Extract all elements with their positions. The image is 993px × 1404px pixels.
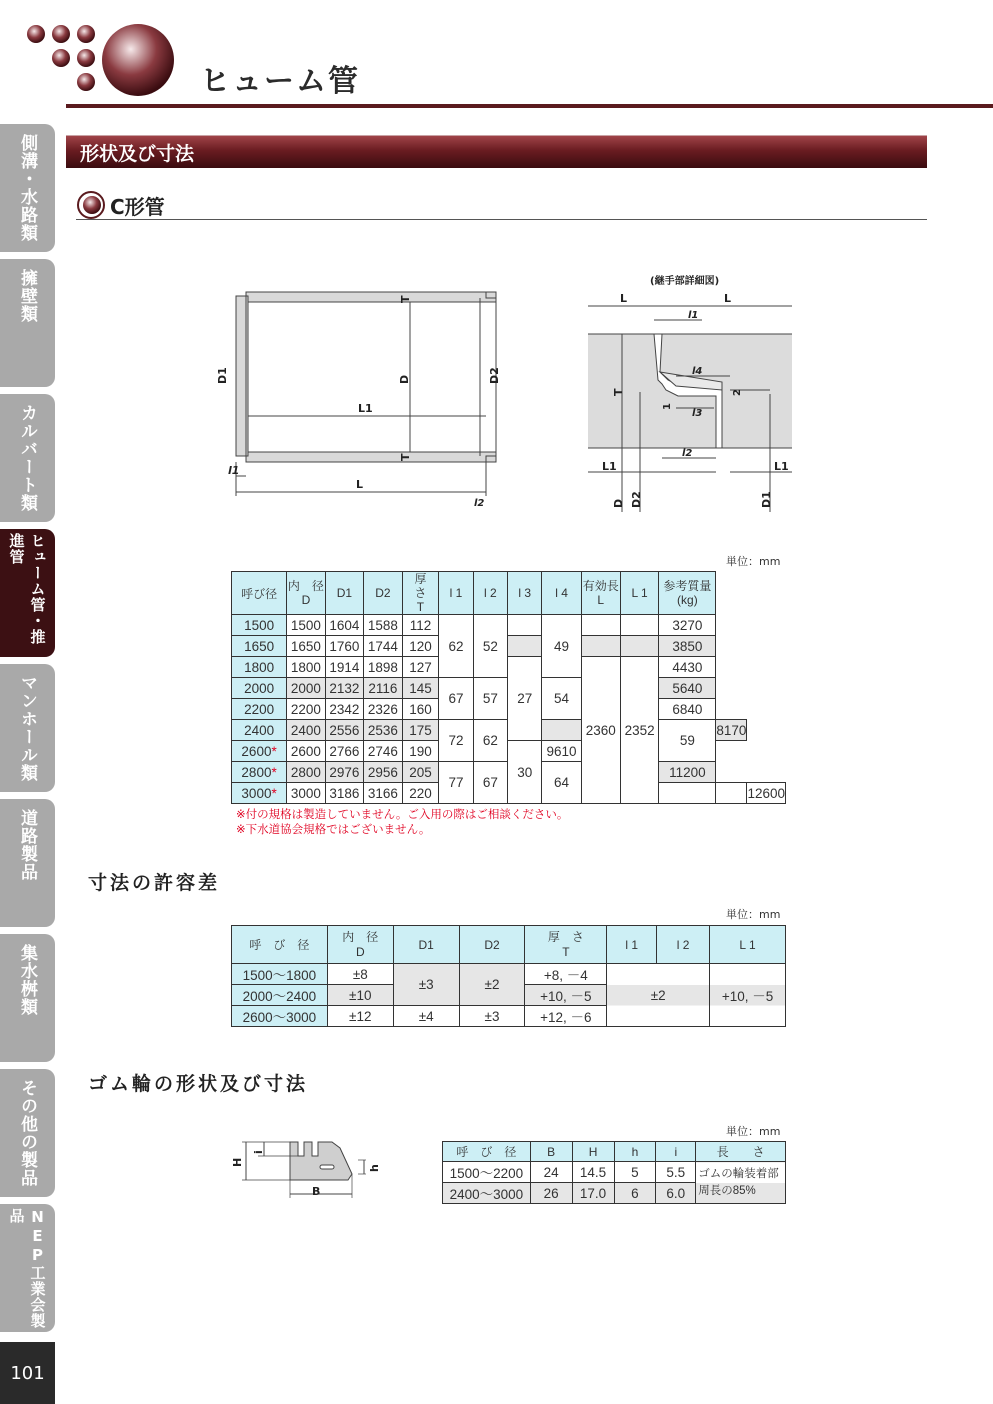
rubber-unit: 単位：mm bbox=[726, 1125, 781, 1138]
label-d: D bbox=[398, 374, 411, 384]
cell-h-big: 14.5 bbox=[572, 1162, 614, 1183]
label-i: i bbox=[252, 1150, 265, 1154]
header-d1: D1 bbox=[393, 926, 459, 964]
cell-t: 220 bbox=[402, 783, 439, 804]
table-row bbox=[232, 657, 786, 678]
label-d2: D2 bbox=[488, 367, 501, 384]
cell-size: 2600～3000 bbox=[232, 1006, 328, 1027]
side-tab-manhole[interactable] bbox=[0, 664, 55, 792]
label-b: B bbox=[312, 1185, 321, 1198]
table-header-row bbox=[232, 926, 786, 964]
joint-detail-caption: (継手部詳細図) bbox=[650, 276, 720, 287]
cell-d1: 1604 bbox=[325, 615, 364, 636]
label-d2: D2 bbox=[630, 491, 643, 508]
label-l1-big: L1 bbox=[358, 402, 373, 415]
cell-d2: 3166 bbox=[364, 783, 403, 804]
size-value: 2200 bbox=[244, 701, 275, 717]
table-row bbox=[232, 636, 786, 657]
label-h-small: h bbox=[368, 1164, 381, 1172]
header-t: 厚 さ T bbox=[525, 926, 607, 964]
header-L1: L 1 bbox=[620, 572, 659, 615]
cell-size: 2400～3000 bbox=[443, 1183, 531, 1204]
cell-t: 145 bbox=[402, 678, 439, 699]
cell-l2-group3: 62 bbox=[473, 720, 507, 762]
cell-d: 2400 bbox=[287, 720, 326, 741]
cell-d1: ±4 bbox=[393, 1006, 459, 1027]
cell-d1: 2556 bbox=[325, 720, 364, 741]
cell-l4-group3: 59 bbox=[659, 720, 716, 762]
header-L1: L 1 bbox=[710, 926, 786, 964]
cell-t: 120 bbox=[402, 636, 439, 657]
cell-h-small: 6 bbox=[614, 1183, 656, 1204]
cell-d: 1800 bbox=[287, 657, 326, 678]
side-tab-label: NEP工業会製品 bbox=[7, 1208, 47, 1329]
label-l2: l2 bbox=[474, 498, 485, 509]
label-L1-right: L1 bbox=[774, 460, 789, 473]
side-tab-catch-basin[interactable] bbox=[0, 934, 55, 1062]
table-row bbox=[443, 1162, 786, 1183]
side-tab-label: 側溝・水路類 bbox=[17, 134, 37, 242]
cell-i: 5.5 bbox=[656, 1162, 696, 1183]
cell-t: +12, －6 bbox=[525, 1006, 607, 1027]
header-d2: D2 bbox=[459, 926, 525, 964]
cell-l3-blank bbox=[508, 615, 542, 636]
cell-t: 112 bbox=[402, 615, 439, 636]
side-tab-retaining-wall[interactable] bbox=[0, 259, 55, 387]
cell-d2: 2746 bbox=[364, 741, 403, 762]
cell-L-blank bbox=[659, 783, 716, 804]
cell-d1: 2342 bbox=[325, 699, 364, 720]
side-tab-label: マンホール類 bbox=[17, 674, 37, 782]
side-tab-label: 擁壁類 bbox=[17, 269, 37, 323]
label-d: D bbox=[612, 498, 625, 508]
side-tab-label: 集水桝類 bbox=[17, 944, 37, 1016]
length-note-line2: 周長の85% bbox=[698, 1184, 756, 1197]
cell-mass: 11200 bbox=[659, 762, 716, 783]
label-l1-small: l1 bbox=[228, 464, 240, 477]
size-value: 2400 bbox=[244, 722, 275, 738]
cell-size bbox=[232, 699, 287, 720]
cell-t: 190 bbox=[402, 741, 439, 762]
size-value: 1500 bbox=[244, 617, 275, 633]
cell-L1: 2352 bbox=[620, 657, 659, 804]
rubber-ring-table bbox=[442, 1141, 786, 1204]
header-l2: l 2 bbox=[473, 572, 507, 615]
header-d1: D1 bbox=[325, 572, 364, 615]
size-value: 2800 bbox=[241, 764, 272, 780]
side-tab-road-products[interactable] bbox=[0, 799, 55, 927]
cell-size: 2000～2400 bbox=[232, 985, 328, 1006]
cell-d2: 1588 bbox=[364, 615, 403, 636]
cell-size bbox=[232, 678, 287, 699]
header-size: 呼び径 bbox=[232, 572, 287, 615]
cell-size bbox=[232, 783, 287, 804]
size-value: 3000 bbox=[241, 785, 272, 801]
header-l2: l 2 bbox=[657, 926, 710, 964]
table-header-row bbox=[232, 572, 786, 615]
header-h-small: h bbox=[614, 1142, 656, 1162]
cell-t: +8, －4 bbox=[525, 964, 607, 985]
side-tab-hume-pipe[interactable] bbox=[0, 529, 55, 657]
size-value: 1650 bbox=[244, 638, 275, 654]
cell-t: 127 bbox=[402, 657, 439, 678]
side-tab-other-products[interactable] bbox=[0, 1069, 55, 1197]
cell-d1: 1914 bbox=[325, 657, 364, 678]
header-size: 呼 び 径 bbox=[232, 926, 328, 964]
section-title: 形状及び寸法 bbox=[80, 143, 195, 165]
cell-d1: 3186 bbox=[325, 783, 364, 804]
cell-d: 1500 bbox=[287, 615, 326, 636]
cell-d: ±8 bbox=[327, 964, 393, 985]
cell-d: 1650 bbox=[287, 636, 326, 657]
cell-L-blank bbox=[581, 636, 620, 657]
side-tab-label: その他の製品 bbox=[17, 1079, 37, 1187]
cell-size bbox=[232, 741, 287, 762]
cell-L-blank bbox=[581, 615, 620, 636]
label-t-bottom: T bbox=[399, 453, 412, 461]
cell-mass: 5640 bbox=[659, 678, 716, 699]
page-number: 101 bbox=[0, 1342, 55, 1404]
cell-d1-merged: ±3 bbox=[393, 964, 459, 1006]
header-h-big: H bbox=[572, 1142, 614, 1162]
header-i: i bbox=[656, 1142, 696, 1162]
label-t-top: T bbox=[399, 295, 412, 303]
cell-mass: 3850 bbox=[659, 636, 716, 657]
cell-d: ±10 bbox=[327, 985, 393, 1006]
cell-l1-group2: 67 bbox=[439, 678, 473, 720]
l12-value: ±2 bbox=[650, 987, 666, 1003]
label-l2: l2 bbox=[682, 448, 693, 459]
cell-d2: 2536 bbox=[364, 720, 403, 741]
header-t: 厚 さ T bbox=[402, 572, 439, 615]
size-value: 2000 bbox=[244, 680, 275, 696]
header-b: B bbox=[530, 1142, 572, 1162]
joint-detail-diagram bbox=[580, 272, 800, 518]
page-title: ヒューム管 bbox=[200, 64, 360, 99]
note-not-manufactured: ※付の規格は製造していません。ご入用の際はご相談ください。 bbox=[236, 807, 569, 821]
note-not-standard: ※下水道協会規格ではございません。 bbox=[236, 822, 431, 836]
cell-l3-blank bbox=[542, 720, 581, 741]
cell-t: 205 bbox=[402, 762, 439, 783]
cell-size: 1500～1800 bbox=[232, 964, 328, 985]
table-header-row bbox=[443, 1142, 786, 1162]
label-L1-left: L1 bbox=[602, 460, 617, 473]
label-d1: D1 bbox=[216, 367, 229, 384]
cell-l4-group2: 54 bbox=[542, 678, 581, 720]
length-note-line1: ゴムの輪装着部 bbox=[698, 1167, 779, 1180]
cell-L1-merged bbox=[710, 964, 786, 1027]
cell-d2-merged: ±2 bbox=[459, 964, 525, 1006]
cell-size bbox=[232, 720, 287, 741]
cell-l1-group4: 77 bbox=[439, 762, 473, 804]
cell-mass: 8170 bbox=[716, 720, 747, 741]
cell-length-merged bbox=[696, 1162, 786, 1204]
cell-h-small: 5 bbox=[614, 1162, 656, 1183]
label-l4: l4 bbox=[692, 366, 703, 377]
cell-l1-group1: 62 bbox=[439, 615, 473, 678]
header-d: 内 径 D bbox=[327, 926, 393, 964]
label-t: T bbox=[612, 388, 625, 396]
cell-d1: 2766 bbox=[325, 741, 364, 762]
cell-b: 24 bbox=[530, 1162, 572, 1183]
cell-t: +10, －5 bbox=[525, 985, 607, 1006]
side-tab-nep-products[interactable] bbox=[0, 1204, 55, 1332]
logo-dots-icon bbox=[26, 20, 176, 100]
not-manufactured-mark: * bbox=[271, 785, 277, 801]
label-d1: D1 bbox=[760, 491, 773, 508]
cell-t: 175 bbox=[402, 720, 439, 741]
cell-l3-group1: 27 bbox=[508, 657, 542, 741]
cell-l2-group2: 57 bbox=[473, 678, 507, 720]
label-l1: l1 bbox=[688, 310, 699, 321]
header-length: 長 さ bbox=[696, 1142, 786, 1162]
cell-d1: 2976 bbox=[325, 762, 364, 783]
cell-i: 6.0 bbox=[656, 1183, 696, 1204]
header-l4: l 4 bbox=[542, 572, 581, 615]
dimension-table bbox=[231, 571, 786, 804]
cell-d2: 2956 bbox=[364, 762, 403, 783]
header-size: 呼 び 径 bbox=[443, 1142, 531, 1162]
header-l3: l 3 bbox=[508, 572, 542, 615]
cell-mass: 6840 bbox=[659, 699, 716, 720]
cell-L1-blank bbox=[620, 636, 659, 657]
L1-value: +10, －5 bbox=[721, 989, 774, 1004]
cell-size bbox=[232, 636, 287, 657]
rubber-ring-diagram bbox=[228, 1134, 388, 1204]
cell-l3-group2: 30 bbox=[508, 741, 542, 804]
cell-d: 2600 bbox=[287, 741, 326, 762]
not-manufactured-mark: * bbox=[271, 743, 277, 759]
cell-d: 3000 bbox=[287, 783, 326, 804]
table1-unit: 単位：mm bbox=[726, 555, 781, 568]
section-banner bbox=[66, 135, 927, 168]
tolerance-table bbox=[231, 925, 786, 1027]
cell-d2: 1898 bbox=[364, 657, 403, 678]
label-l-right: L bbox=[724, 292, 732, 305]
header-l1: l 1 bbox=[439, 572, 473, 615]
cell-b: 26 bbox=[530, 1183, 572, 1204]
cell-mass: 9610 bbox=[542, 741, 581, 762]
cell-d: 2200 bbox=[287, 699, 326, 720]
cell-d: ±12 bbox=[327, 1006, 393, 1027]
label-t1: 1 bbox=[662, 403, 673, 410]
cell-mass: 12600 bbox=[747, 783, 786, 804]
label-l3: l3 bbox=[692, 408, 703, 419]
cell-l12-merged bbox=[607, 964, 710, 1027]
cell-h-big: 17.0 bbox=[572, 1183, 614, 1204]
cell-d2: 2326 bbox=[364, 699, 403, 720]
cell-size bbox=[232, 657, 287, 678]
table-row bbox=[232, 615, 786, 636]
cell-d1: 1760 bbox=[325, 636, 364, 657]
side-tab-label: カルバート類 bbox=[17, 404, 37, 512]
cell-l3-blank bbox=[508, 636, 542, 657]
label-l-left: L bbox=[620, 292, 628, 305]
subsection-title: C形管 bbox=[110, 195, 165, 219]
cell-d1: 2132 bbox=[325, 678, 364, 699]
side-tab-label: 道路製品 bbox=[17, 809, 37, 881]
cell-size bbox=[232, 762, 287, 783]
cell-L1-blank bbox=[620, 615, 659, 636]
cell-L1-blank bbox=[716, 783, 747, 804]
size-value: 2600 bbox=[241, 743, 272, 759]
cell-d2: ±3 bbox=[459, 1006, 525, 1027]
cell-d2: 1744 bbox=[364, 636, 403, 657]
header-l1: l 1 bbox=[607, 926, 657, 964]
label-h-big: H bbox=[231, 1157, 244, 1167]
bullet-circle-icon bbox=[76, 190, 106, 220]
table-notes bbox=[236, 807, 568, 837]
cell-l1-group3: 72 bbox=[439, 720, 473, 762]
size-value: 1800 bbox=[244, 659, 275, 675]
cell-size: 1500～2200 bbox=[443, 1162, 531, 1183]
header-d2: D2 bbox=[364, 572, 403, 615]
cell-l4-group4: 64 bbox=[542, 762, 581, 804]
rubber-ring-title: ゴム輪の形状及び寸法 bbox=[88, 1073, 309, 1095]
table-row bbox=[232, 964, 786, 985]
tolerance-title: 寸法の許容差 bbox=[88, 872, 221, 894]
header-effective-length: 有効長 L bbox=[581, 572, 620, 615]
cell-d2: 2116 bbox=[364, 678, 403, 699]
not-manufactured-mark: * bbox=[271, 764, 277, 780]
cell-l2-group4: 67 bbox=[473, 762, 507, 804]
cell-mass: 4430 bbox=[659, 657, 716, 678]
side-tab-label: ヒューム管・推進管 bbox=[7, 533, 47, 645]
label-l: L bbox=[356, 478, 364, 491]
header-rule bbox=[66, 104, 993, 108]
cell-t: 160 bbox=[402, 699, 439, 720]
header-mass: 参考質量 (kg) bbox=[659, 572, 716, 615]
tolerance-unit: 単位：mm bbox=[726, 908, 781, 921]
cell-l2-group1: 52 bbox=[473, 615, 507, 678]
subsection-rule bbox=[76, 219, 927, 220]
cell-L: 2360 bbox=[581, 657, 620, 804]
cell-size bbox=[232, 615, 287, 636]
label-l2-side: 2 bbox=[732, 389, 743, 396]
cell-mass: 3270 bbox=[659, 615, 716, 636]
cell-l4-group1: 49 bbox=[542, 615, 581, 678]
side-tab-culvert[interactable] bbox=[0, 394, 55, 522]
cell-d: 2800 bbox=[287, 762, 326, 783]
cell-d: 2000 bbox=[287, 678, 326, 699]
pipe-side-diagram bbox=[210, 280, 510, 512]
header-d: 内 径 D bbox=[287, 572, 326, 615]
side-tab-drainage[interactable] bbox=[0, 124, 55, 252]
